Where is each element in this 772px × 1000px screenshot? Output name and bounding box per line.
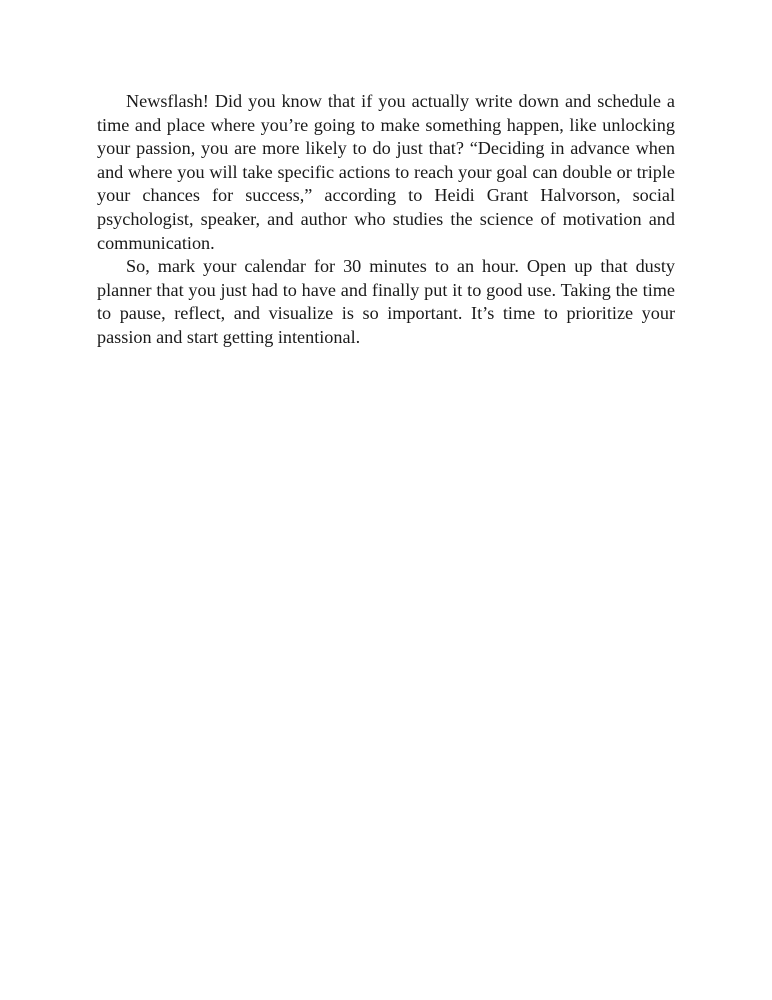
- paragraph-2: So, mark your calendar for 30 minutes to an hour. Open up that dusty planner that you just had to have and finally put it to good use. Taking the time to pause, reflect, and visualize is so important. It’s time to prioritize your passion and start getting intentional.: [97, 256, 675, 347]
- body-text: [97, 90, 675, 350]
- paragraph-1: Newsflash! Did you know that if you actually write down and schedule a time and place where you’re going to make something happen, like unlocking your passion, you are more likely to do just that? “Deciding in advance when and where you will take specific actions to reach your goal can double or triple your chances for success,” according to Heidi Grant Halvorson, social psychologist, speaker, and author who studies the science of motivation and communication.: [97, 91, 675, 253]
